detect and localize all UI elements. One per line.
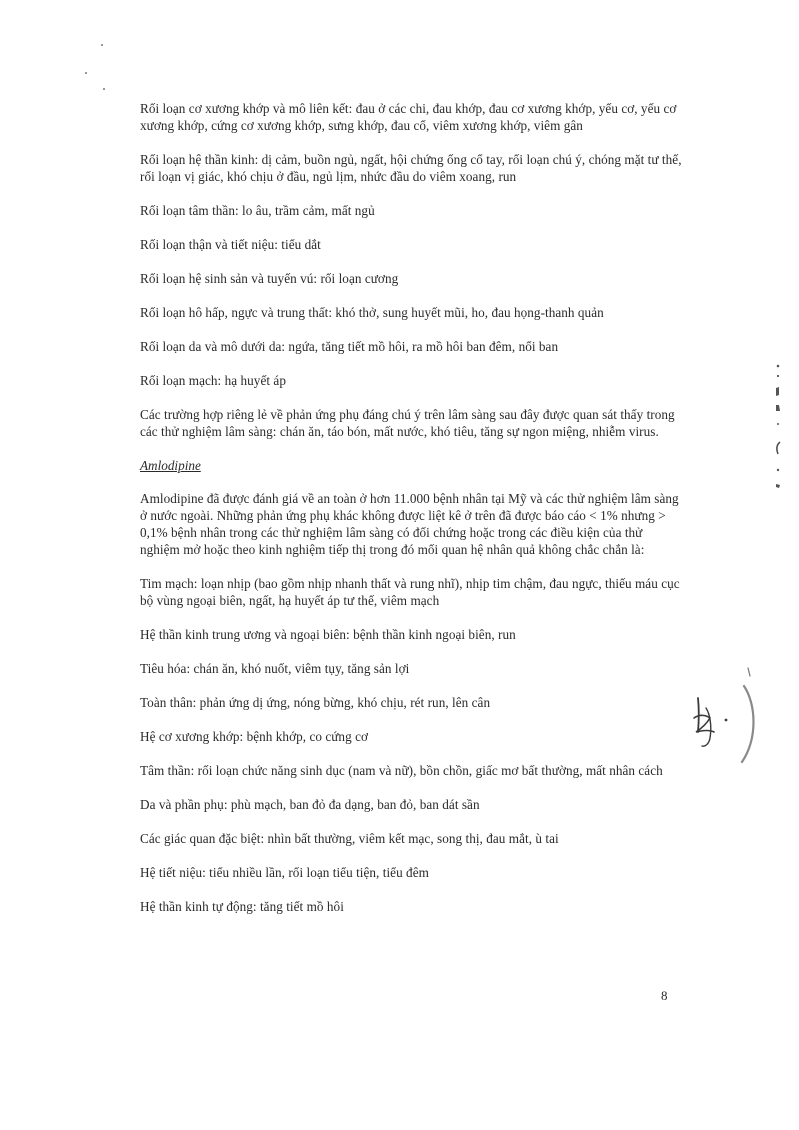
page-number: 8	[661, 988, 668, 1003]
paragraph: Rối loạn mạch: hạ huyết áp	[140, 373, 286, 388]
paragraph: Hệ cơ xương khớp: bệnh khớp, co cứng cơ	[140, 729, 368, 744]
paragraph: Rối loạn hô hấp, ngực và trung thất: khó thở, sung huyết mũi, ho, đau họng-thanh quản	[140, 305, 604, 320]
paragraph: Da và phần phụ: phù mạch, ban đỏ đa dạng, ban đỏ, ban dát sần	[140, 797, 480, 812]
paragraph: Hệ tiết niệu: tiểu nhiều lần, rối loạn tiểu tiện, tiểu đêm	[140, 865, 429, 880]
paragraph: Rối loạn tâm thần: lo âu, trầm cảm, mất ngủ	[140, 203, 375, 218]
scan-speck	[85, 72, 87, 74]
paragraph: Rối loạn hệ sinh sản và tuyến vú: rối loạn cương	[140, 271, 399, 286]
paragraph: Hệ thần kinh tự động: tăng tiết mồ hôi	[140, 899, 344, 914]
scan-speck	[103, 88, 105, 90]
section-heading: Amlodipine	[140, 458, 201, 473]
paragraph: Rối loạn thận và tiết niệu: tiểu dắt	[140, 237, 321, 252]
scan-speck	[101, 44, 103, 46]
paragraph: Rối loạn cơ xương khớp và mô liên kết: đau ở các chi, đau khớp, đau cơ xương khớp, yếu cơ, yếu cơ xương khớp, cứng cơ xương khớp, sưng khớp, đau cổ, viêm xương khớp, viêm gân	[140, 101, 677, 133]
paragraph: Tim mạch: loạn nhịp (bao gồm nhịp nhanh thất và rung nhĩ), nhịp tim chậm, đau ngực, thiếu máu cục bộ vùng ngoại biên, ngất, hạ huyết áp tư thế, viêm mạch	[140, 576, 680, 608]
paragraph: Rối loạn da và mô dưới da: ngứa, tăng tiết mồ hôi, ra mồ hôi ban đêm, nổi ban	[140, 339, 559, 354]
paragraph: Amlodipine đã được đánh giá về an toàn ở hơn 11.000 bệnh nhân tại Mỹ và các thử nghiệm lâm sàng ở nước ngoài. Những phản ứng phụ khác không được liệt kê ở trên đã được báo cáo < 1% nhưng > 0,1% bệnh nhân trong các thử nghiệm lâm sàng có đối chứng hoặc trong các điều kiện của thử nghiệm mở hoặc theo kinh nghiệm tiếp thị trong đó mối quan hệ nhân quả không chắc chắn là:	[140, 491, 679, 557]
margin-scan-marks	[768, 360, 788, 500]
paragraph: Các giác quan đặc biệt: nhìn bất thường, viêm kết mạc, song thị, đau mắt, ù tai	[140, 831, 559, 846]
paragraph: Tiêu hóa: chán ăn, khó nuốt, viêm tụy, tăng sản lợi	[140, 661, 410, 676]
document-body	[140, 100, 685, 932]
handwritten-signature	[682, 660, 772, 770]
paragraph: Tâm thần: rối loạn chức năng sinh dục (nam và nữ), bồn chồn, giấc mơ bất thường, mất nhân cách	[140, 763, 663, 778]
paragraph: Hệ thần kinh trung ương và ngoại biên: bệnh thần kinh ngoại biên, run	[140, 627, 516, 642]
paragraph: Toàn thân: phản ứng dị ứng, nóng bừng, khó chịu, rét run, lên cân	[140, 695, 491, 710]
paragraph: Các trường hợp riêng lẻ về phản ứng phụ đáng chú ý trên lâm sàng sau đây được quan sát thấy trong các thử nghiệm lâm sàng: chán ăn, táo bón, mất nước, khó tiêu, tăng sự ngon miệng, nhiễm virus.	[140, 407, 675, 439]
paragraph: Rối loạn hệ thần kinh: dị cảm, buồn ngủ, ngất, hội chứng ống cổ tay, rối loạn chú ý, chóng mặt tư thế, rối loạn vị giác, khó chịu ở đầu, ngủ lịm, nhức đầu do viêm xoang, run	[140, 152, 682, 184]
